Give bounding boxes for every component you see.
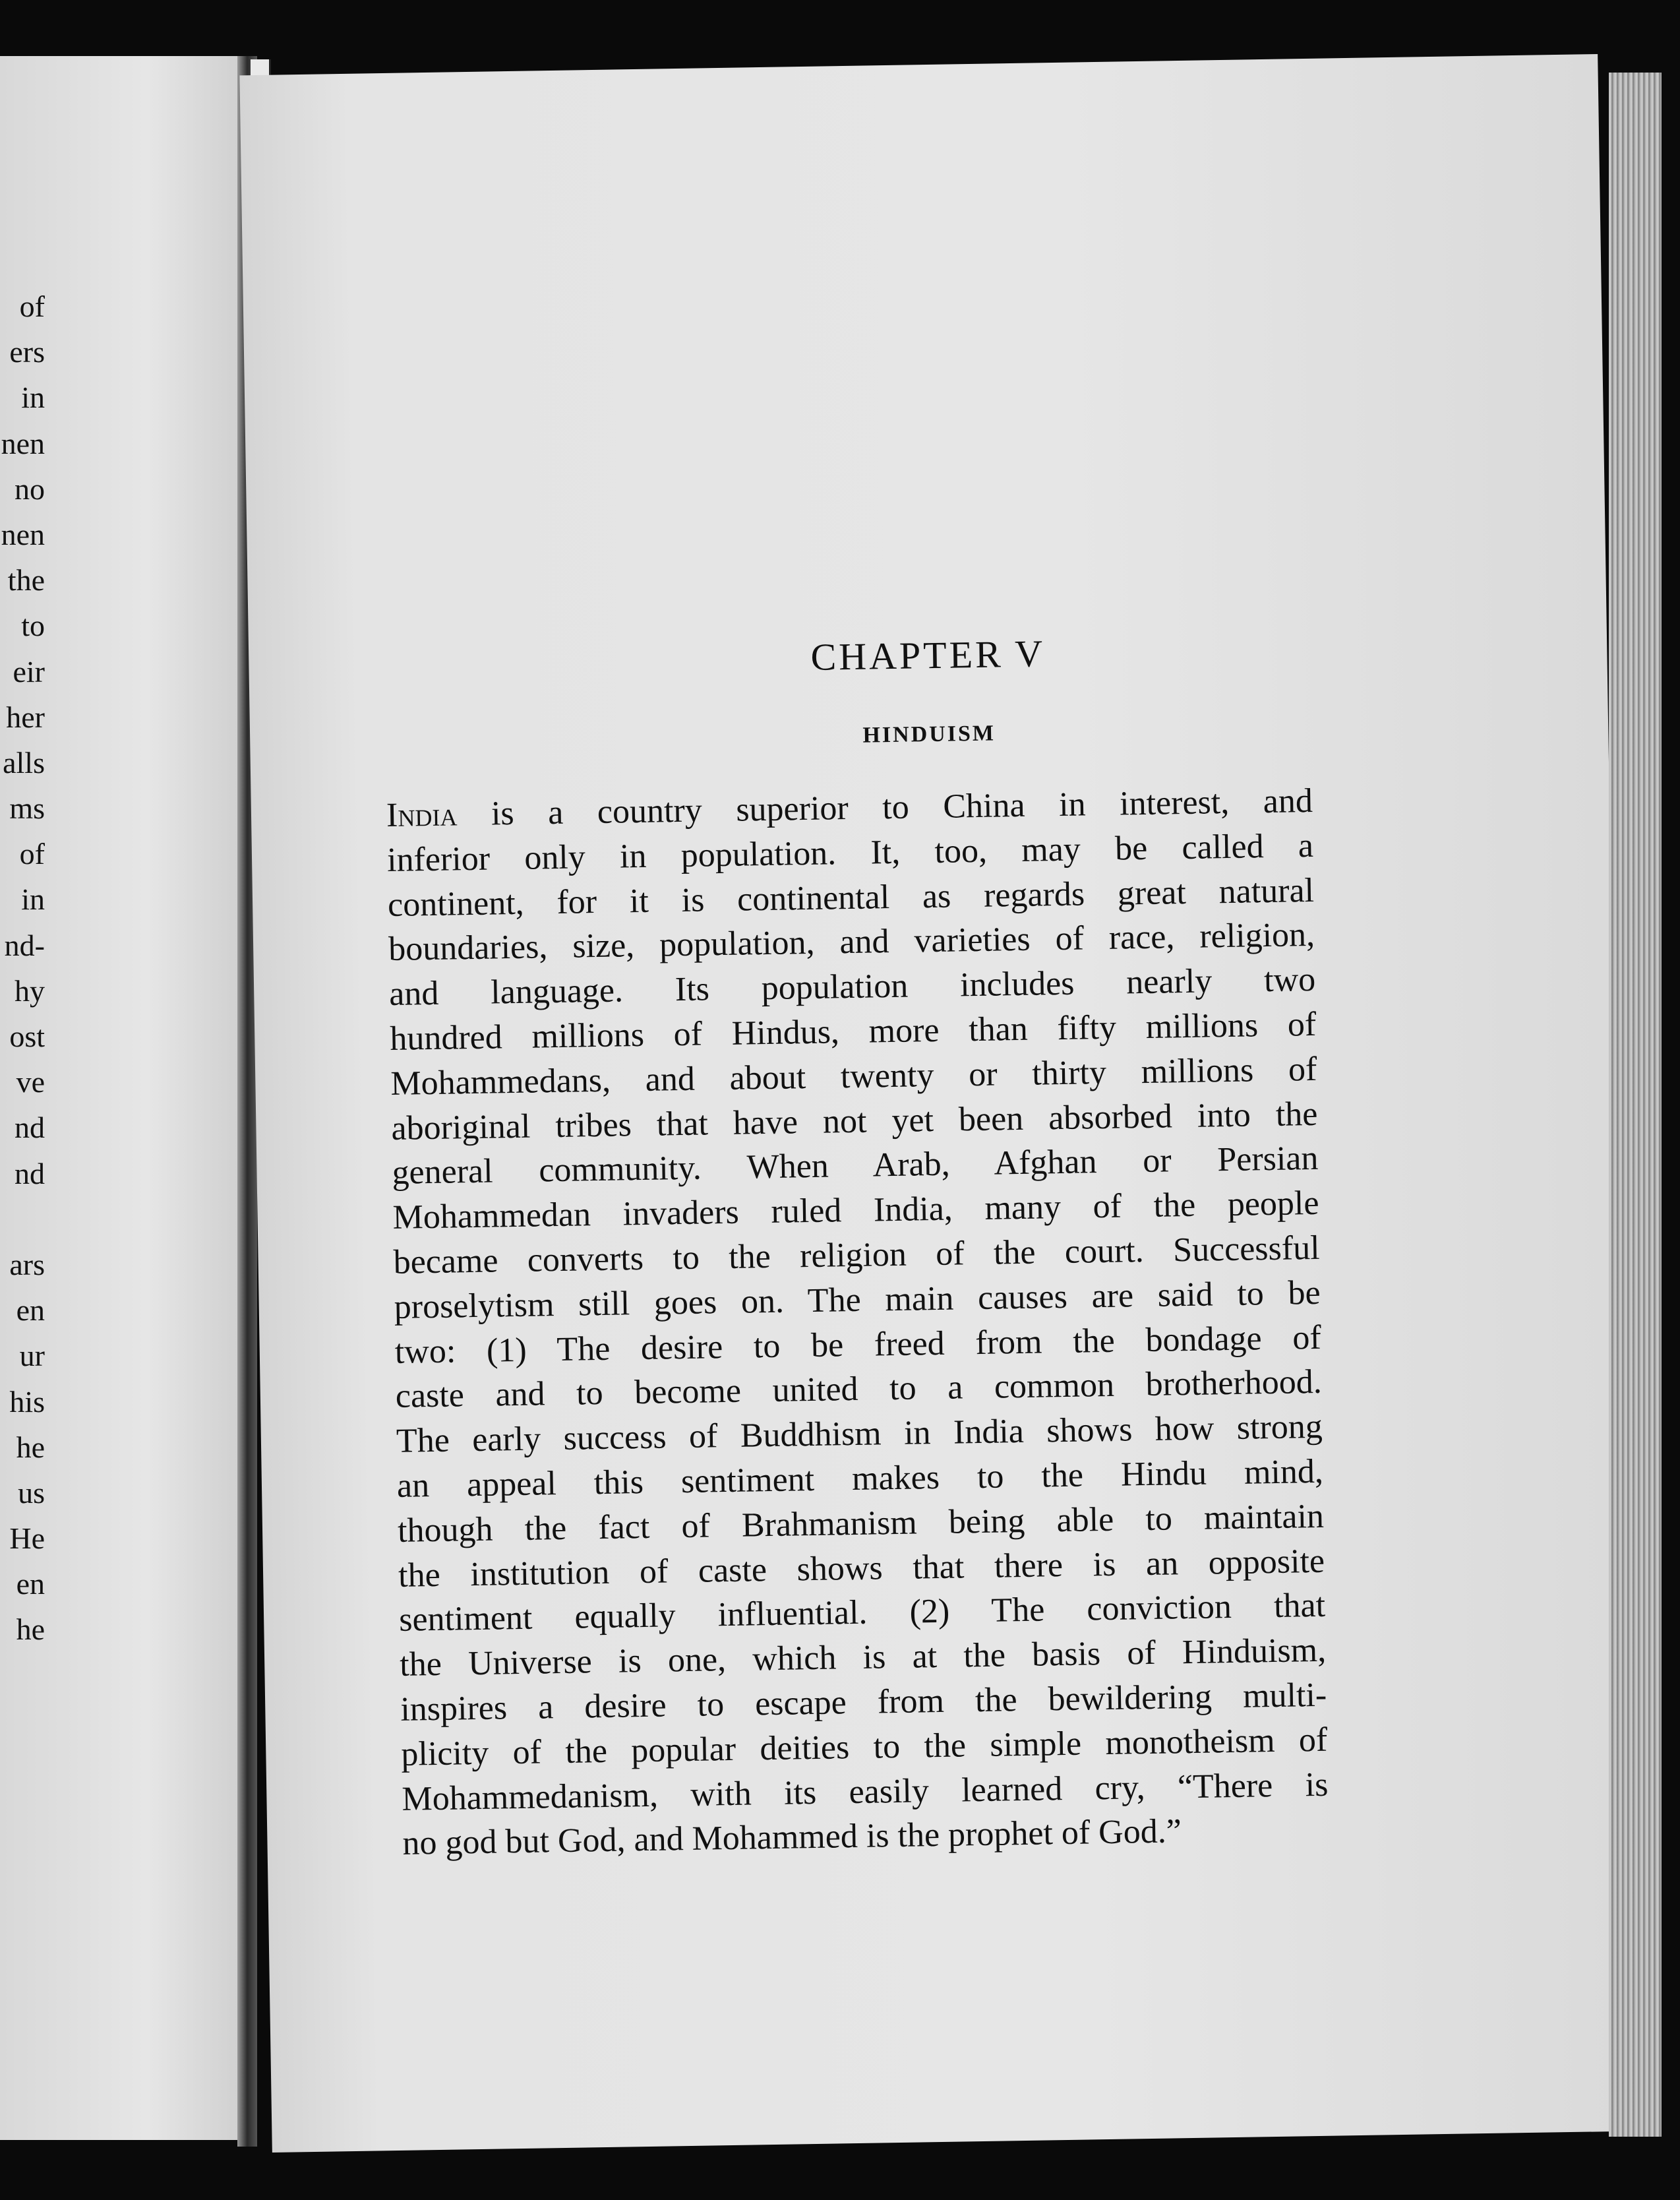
left-line-fragment: he (16, 1612, 45, 1647)
left-line-fragment: en (16, 1567, 45, 1601)
body-line: and language. Its population includes nearly two (388, 961, 1316, 1014)
body-text (386, 779, 1329, 1866)
body-line: caste and to become united to a common brotherhood. (395, 1363, 1323, 1416)
left-page-line-fragments (0, 284, 45, 1653)
body-line: two: (1) The desire to be freed from the bondage of (394, 1318, 1322, 1371)
left-line-fragment: in (21, 381, 45, 415)
left-line-fragment: ers (9, 335, 45, 369)
body-line: the institution of caste shows that there is an opposite (398, 1542, 1325, 1595)
left-line-fragment: nen (1, 426, 45, 460)
left-line-fragment: of (19, 837, 45, 871)
left-line-fragment: in (21, 882, 45, 917)
body-line: inspires a desire to escape from the bewildering multi- (400, 1676, 1327, 1728)
body-line: inferior only in population. It, too, may be called a (386, 826, 1314, 879)
chapter-heading: CHAPTER V (810, 632, 1046, 679)
left-line-fragment: her (6, 700, 45, 734)
left-line-fragment: He (9, 1521, 45, 1556)
left-line-fragment: ars (9, 1247, 45, 1281)
left-line-fragment: to (21, 609, 45, 643)
body-line: no god but God, and Mohammed is the prophet of God.” (402, 1812, 1182, 1863)
body-line: sentiment equally influential. (2) The conviction that (398, 1587, 1326, 1639)
left-page (0, 56, 245, 2140)
first-line-rest: is a country superior to China in interest, and (456, 781, 1313, 834)
body-line: became converts to the religion of the court. Successful (393, 1229, 1320, 1281)
lead-word: India (386, 795, 458, 835)
body-line: the Universe is one, which is at the basis of Hinduism, (399, 1631, 1327, 1684)
left-line-fragment: us (18, 1475, 45, 1510)
left-line-fragment: his (9, 1384, 45, 1419)
body-line: continent, for it is continental as regards great natural (387, 871, 1315, 924)
body-line: boundaries, size, population, and varieties of race, religion, (388, 916, 1315, 969)
left-line-fragment: nen (1, 517, 45, 551)
left-line-fragment: alls (3, 745, 45, 779)
section-heading: HINDUISM (862, 721, 996, 748)
left-line-fragment: en (16, 1293, 45, 1328)
body-line: aboriginal tribes that have not yet been absorbed into the (391, 1095, 1318, 1147)
body-line: though the fact of Brahmanism being able to maintain (397, 1497, 1325, 1550)
right-page (239, 54, 1630, 2153)
left-line-fragment: ost (9, 1020, 45, 1053)
body-line: hundred millions of Hindus, more than fifty millions of (389, 1005, 1317, 1058)
left-line-fragment (0, 1196, 45, 1242)
page-edges (1609, 73, 1662, 2137)
left-line-fragment: nd- (4, 928, 45, 962)
left-line-fragment: he (16, 1430, 45, 1464)
body-line: Mohammedan invaders ruled India, many of the people (392, 1184, 1319, 1237)
left-line-fragment: ur (19, 1339, 45, 1373)
body-line: plicity of the popular deities to the simple monotheism of (400, 1721, 1328, 1773)
left-line-fragment: no (15, 472, 45, 506)
body-line: proselytism still goes on. The main causes are said to be (394, 1273, 1321, 1326)
body-line: Mohammedans, and about twenty or thirty millions of (390, 1050, 1317, 1103)
left-line-fragment: the (7, 563, 45, 597)
body-line: general community. When Arab, Afghan or Persian (392, 1140, 1319, 1192)
left-line-fragment: eir (13, 654, 45, 688)
left-line-fragment: ms (9, 791, 45, 826)
left-line-fragment: nd (15, 1156, 45, 1190)
body-line: The early success of Buddhism in India shows how strong (396, 1407, 1323, 1461)
left-line-fragment: ve (16, 1065, 45, 1099)
bleed-through-texture (380, 203, 1337, 262)
body-line: Mohammedanism, with its easily learned cry, “There is (402, 1765, 1329, 1818)
left-line-fragment: of (19, 290, 45, 323)
left-line-fragment: hy (15, 973, 45, 1008)
left-line-fragment: nd (15, 1111, 45, 1145)
body-line: an appeal this sentiment makes to the Hindu mind, (396, 1452, 1324, 1505)
